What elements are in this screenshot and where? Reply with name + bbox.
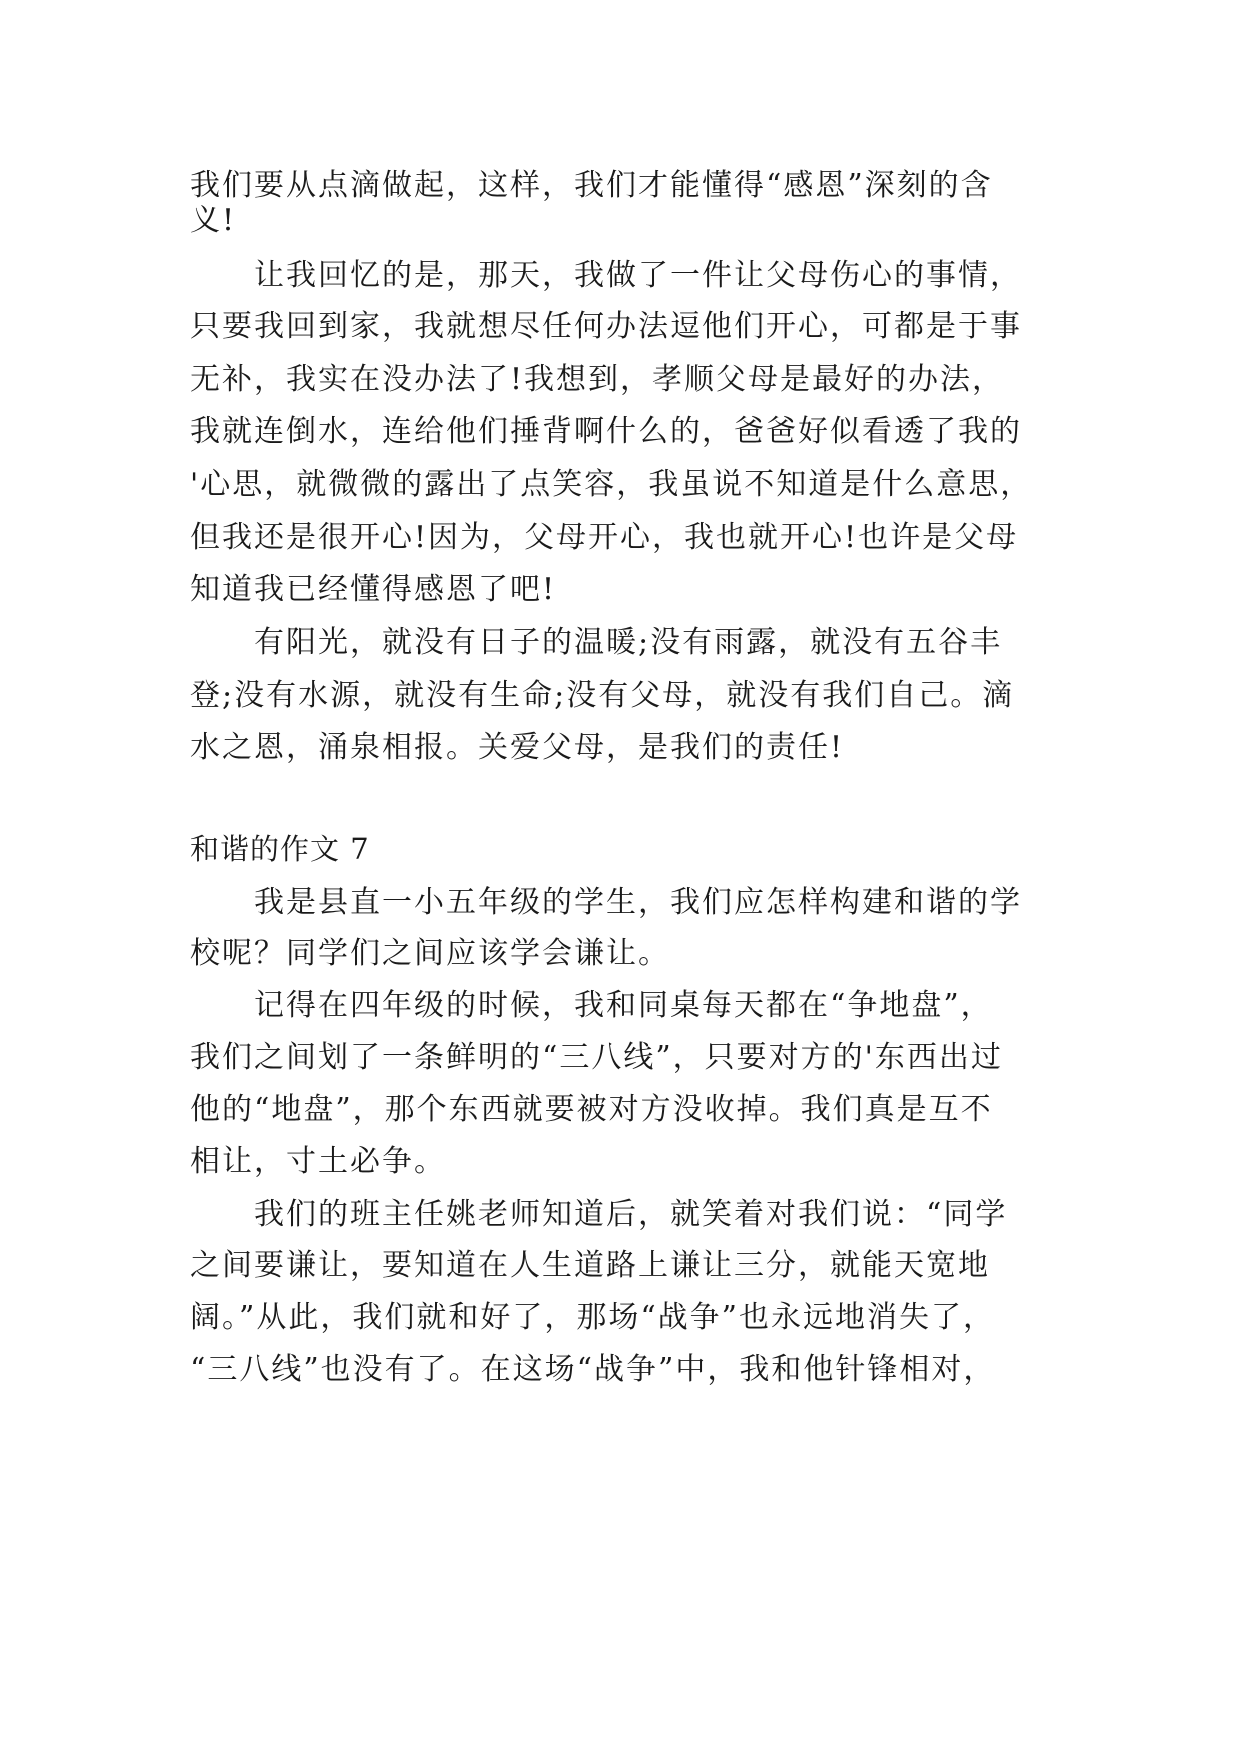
section-heading: 和谐的作文 7 (190, 832, 370, 866)
text-line: 他的“地盘”，那个东西就要被对方没收掉。我们真是互不 (190, 1092, 993, 1127)
text-line: 有阳光，就没有日子的温暖;没有雨露，就没有五谷丰 (254, 625, 1003, 660)
text-line: '心思，就微微的露出了点笑容，我虽说不知道是什么意思， (190, 467, 1033, 502)
text-line: 登;没有水源，就没有生命;没有父母，就没有我们自己。滴 (190, 678, 1015, 713)
text-line: “三八线”也没有了。在这场“战争”中，我和他针锋相对， (190, 1352, 996, 1387)
text-line: 只要我回到家，我就想尽任何办法逗他们开心，可都是于事 (190, 309, 1022, 344)
text-line: 我们要从点滴做起，这样，我们才能懂得“感恩”深刻的含 (190, 168, 993, 203)
text-line: 但我还是很开心!因为，父母开心，我也就开心!也许是父母 (190, 520, 1019, 555)
text-line: 水之恩，涌泉相报。关爱父母，是我们的责任! (190, 730, 845, 765)
text-line: 知道我已经懂得感恩了吧! (190, 572, 557, 607)
text-line: 相让，寸土必争。 (190, 1144, 446, 1179)
text-line: 让我回忆的是，那天，我做了一件让父母伤心的事情， (254, 258, 1022, 293)
text-line: 义! (190, 203, 237, 238)
text-line: 我就连倒水，连给他们捶背啊什么的，爸爸好似看透了我的 (190, 414, 1022, 449)
text-line: 记得在四年级的时候，我和同桌每天都在“争地盘”， (254, 988, 993, 1023)
text-line: 我们的班主任姚老师知道后，就笑着对我们说：“同学 (254, 1197, 1008, 1232)
text-line: 我们之间划了一条鲜明的“三八线”，只要对方的'东西出过 (190, 1040, 1003, 1075)
text-line: 无补，我实在没办法了!我想到，孝顺父母是最好的办法， (190, 362, 1005, 397)
text-line: 校呢？同学们之间应该学会谦让。 (190, 936, 670, 971)
text-line: 阔。”从此，我们就和好了，那场“战争”也永远地消失了， (190, 1300, 996, 1335)
text-line: 我是县直一小五年级的学生，我们应怎样构建和谐的学 (254, 885, 1022, 920)
text-line: 之间要谦让，要知道在人生道路上谦让三分，就能天宽地 (190, 1248, 990, 1283)
